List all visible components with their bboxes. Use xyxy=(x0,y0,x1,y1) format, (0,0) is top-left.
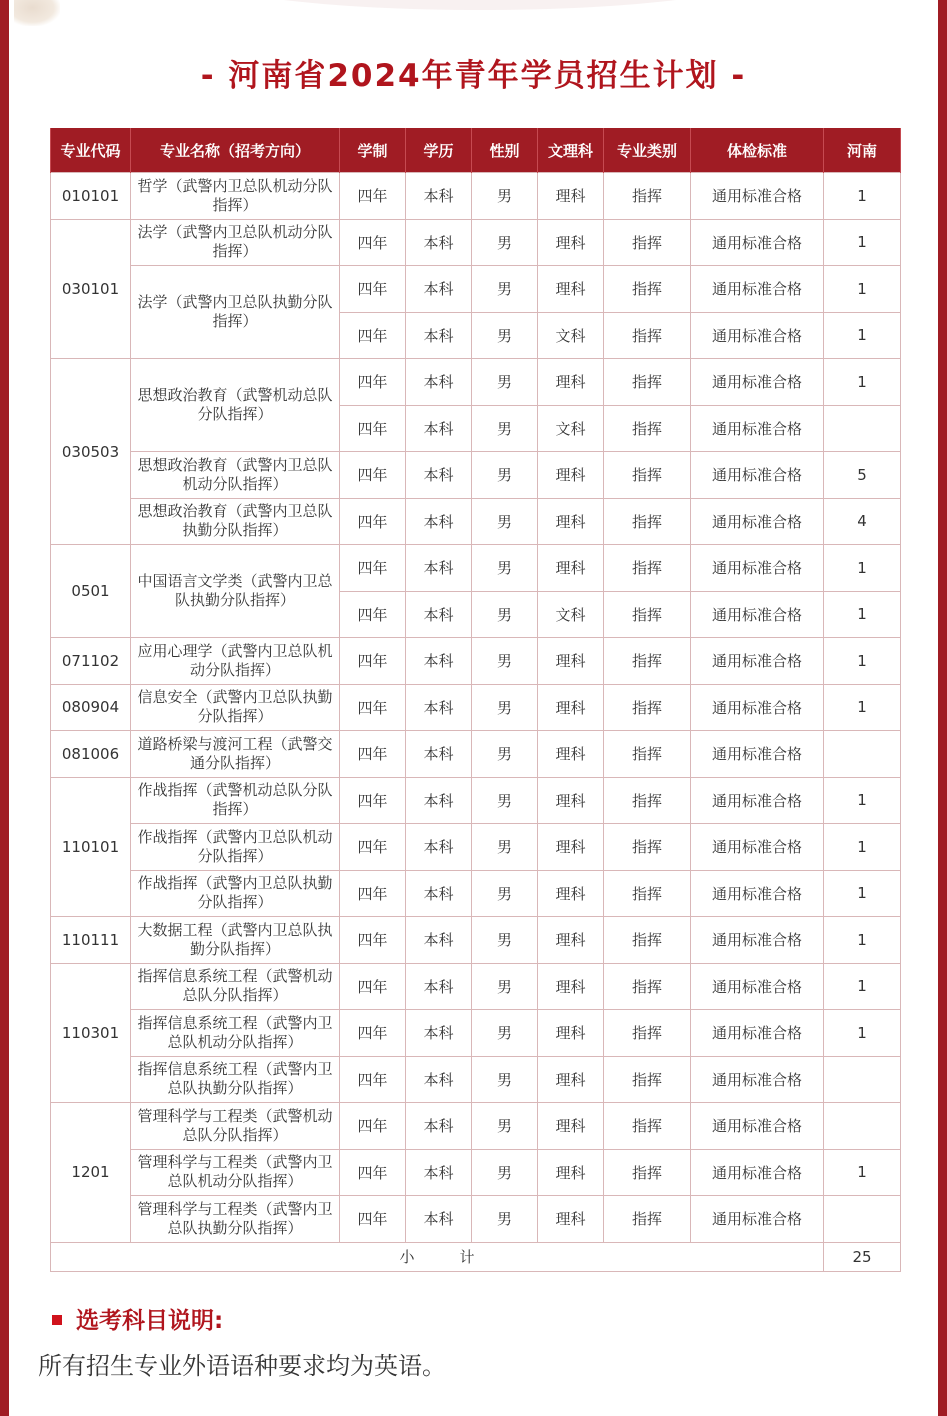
major-code-cell: 110111 xyxy=(51,917,131,964)
column-header: 河南 xyxy=(824,128,901,173)
stream-cell: 理科 xyxy=(538,545,604,592)
stream-cell: 理科 xyxy=(538,359,604,406)
category-cell: 指挥 xyxy=(604,917,691,964)
gender-cell: 男 xyxy=(472,1010,538,1057)
major-name-cell: 道路桥梁与渡河工程（武警交通分队指挥） xyxy=(131,731,340,778)
major-name-cell: 作战指挥（武警内卫总队执勤分队指挥） xyxy=(131,870,340,917)
stream-cell: 理科 xyxy=(538,638,604,685)
gender-cell: 男 xyxy=(472,684,538,731)
gender-cell: 男 xyxy=(472,777,538,824)
gender-cell: 男 xyxy=(472,452,538,499)
note-text: 所有招生专业外语语种要求均为英语。 xyxy=(38,1352,446,1380)
standard-cell: 通用标准合格 xyxy=(691,638,824,685)
henan-quota-cell: 1 xyxy=(824,312,901,359)
category-cell: 指挥 xyxy=(604,684,691,731)
note-section-title xyxy=(52,1302,223,1335)
table-row xyxy=(51,684,901,731)
stream-cell: 文科 xyxy=(538,312,604,359)
degree-cell: 本科 xyxy=(406,824,472,871)
standard-cell: 通用标准合格 xyxy=(691,312,824,359)
major-code-cell: 030503 xyxy=(51,359,131,545)
degree-cell: 本科 xyxy=(406,1196,472,1243)
category-cell: 指挥 xyxy=(604,1149,691,1196)
gender-cell: 男 xyxy=(472,1196,538,1243)
table-row xyxy=(51,1196,901,1243)
standard-cell: 通用标准合格 xyxy=(691,266,824,313)
gender-cell: 男 xyxy=(472,824,538,871)
degree-cell: 本科 xyxy=(406,731,472,778)
column-header: 体检标准 xyxy=(691,128,824,173)
column-header: 性别 xyxy=(472,128,538,173)
standard-cell: 通用标准合格 xyxy=(691,731,824,778)
table-row xyxy=(51,266,901,313)
standard-cell: 通用标准合格 xyxy=(691,917,824,964)
stream-cell: 理科 xyxy=(538,498,604,545)
duration-cell: 四年 xyxy=(340,266,406,313)
category-cell: 指挥 xyxy=(604,731,691,778)
degree-cell: 本科 xyxy=(406,545,472,592)
gender-cell: 男 xyxy=(472,498,538,545)
major-name-cell: 指挥信息系统工程（武警内卫总队机动分队指挥） xyxy=(131,1010,340,1057)
major-code-cell: 110301 xyxy=(51,963,131,1103)
right-border xyxy=(938,0,947,1416)
gender-cell: 男 xyxy=(472,870,538,917)
gender-cell: 男 xyxy=(472,591,538,638)
table-row xyxy=(51,917,901,964)
category-cell: 指挥 xyxy=(604,219,691,266)
henan-quota-cell: 1 xyxy=(824,1149,901,1196)
table-row xyxy=(51,359,901,406)
henan-quota-cell: 1 xyxy=(824,917,901,964)
major-name-cell: 思想政治教育（武警机动总队分队指挥） xyxy=(131,359,340,452)
henan-quota-cell xyxy=(824,731,901,778)
gender-cell: 男 xyxy=(472,173,538,220)
standard-cell: 通用标准合格 xyxy=(691,359,824,406)
stream-cell: 理科 xyxy=(538,219,604,266)
standard-cell: 通用标准合格 xyxy=(691,777,824,824)
major-name-cell: 应用心理学（武警内卫总队机动分队指挥） xyxy=(131,638,340,685)
standard-cell: 通用标准合格 xyxy=(691,1149,824,1196)
stream-cell: 理科 xyxy=(538,266,604,313)
table-row xyxy=(51,1103,901,1150)
henan-quota-cell xyxy=(824,1103,901,1150)
degree-cell: 本科 xyxy=(406,219,472,266)
duration-cell: 四年 xyxy=(340,312,406,359)
category-cell: 指挥 xyxy=(604,266,691,313)
stream-cell: 理科 xyxy=(538,684,604,731)
top-decoration xyxy=(200,0,760,10)
stream-cell: 理科 xyxy=(538,917,604,964)
henan-quota-cell: 1 xyxy=(824,591,901,638)
gender-cell: 男 xyxy=(472,731,538,778)
major-name-cell: 管理科学与工程类（武警机动总队分队指挥） xyxy=(131,1103,340,1150)
henan-quota-cell: 1 xyxy=(824,173,901,220)
stream-cell: 理科 xyxy=(538,452,604,499)
category-cell: 指挥 xyxy=(604,638,691,685)
category-cell: 指挥 xyxy=(604,777,691,824)
henan-quota-cell: 1 xyxy=(824,870,901,917)
degree-cell: 本科 xyxy=(406,312,472,359)
gender-cell: 男 xyxy=(472,638,538,685)
category-cell: 指挥 xyxy=(604,173,691,220)
duration-cell: 四年 xyxy=(340,545,406,592)
major-name-cell: 法学（武警内卫总队执勤分队指挥） xyxy=(131,266,340,359)
degree-cell: 本科 xyxy=(406,1103,472,1150)
degree-cell: 本科 xyxy=(406,777,472,824)
duration-cell: 四年 xyxy=(340,824,406,871)
category-cell: 指挥 xyxy=(604,312,691,359)
standard-cell: 通用标准合格 xyxy=(691,1010,824,1057)
gender-cell: 男 xyxy=(472,359,538,406)
category-cell: 指挥 xyxy=(604,545,691,592)
henan-quota-cell: 1 xyxy=(824,638,901,685)
gender-cell: 男 xyxy=(472,405,538,452)
category-cell: 指挥 xyxy=(604,963,691,1010)
table-row xyxy=(51,824,901,871)
duration-cell: 四年 xyxy=(340,684,406,731)
bullet-square-icon xyxy=(52,1315,62,1325)
left-border xyxy=(0,0,9,1416)
standard-cell: 通用标准合格 xyxy=(691,173,824,220)
duration-cell: 四年 xyxy=(340,917,406,964)
duration-cell: 四年 xyxy=(340,1056,406,1103)
table-header xyxy=(51,128,901,173)
henan-quota-cell xyxy=(824,1196,901,1243)
henan-quota-cell: 1 xyxy=(824,963,901,1010)
standard-cell: 通用标准合格 xyxy=(691,824,824,871)
gender-cell: 男 xyxy=(472,219,538,266)
major-code-cell: 081006 xyxy=(51,731,131,778)
degree-cell: 本科 xyxy=(406,1149,472,1196)
major-code-cell: 1201 xyxy=(51,1103,131,1243)
column-header: 专业代码 xyxy=(51,128,131,173)
duration-cell: 四年 xyxy=(340,219,406,266)
degree-cell: 本科 xyxy=(406,870,472,917)
major-name-cell: 大数据工程（武警内卫总队执勤分队指挥） xyxy=(131,917,340,964)
duration-cell: 四年 xyxy=(340,777,406,824)
henan-quota-cell: 4 xyxy=(824,498,901,545)
gender-cell: 男 xyxy=(472,312,538,359)
subtotal-row xyxy=(51,1242,901,1271)
major-name-cell: 思想政治教育（武警内卫总队执勤分队指挥） xyxy=(131,498,340,545)
stream-cell: 理科 xyxy=(538,1149,604,1196)
stream-cell: 理科 xyxy=(538,824,604,871)
major-name-cell: 法学（武警内卫总队机动分队指挥） xyxy=(131,219,340,266)
table-row xyxy=(51,870,901,917)
degree-cell: 本科 xyxy=(406,452,472,499)
gender-cell: 男 xyxy=(472,266,538,313)
major-code-cell: 080904 xyxy=(51,684,131,731)
table-row xyxy=(51,1149,901,1196)
category-cell: 指挥 xyxy=(604,498,691,545)
henan-quota-cell: 1 xyxy=(824,1010,901,1057)
duration-cell: 四年 xyxy=(340,1196,406,1243)
standard-cell: 通用标准合格 xyxy=(691,219,824,266)
degree-cell: 本科 xyxy=(406,1056,472,1103)
category-cell: 指挥 xyxy=(604,452,691,499)
stream-cell: 文科 xyxy=(538,591,604,638)
duration-cell: 四年 xyxy=(340,1103,406,1150)
henan-quota-cell: 1 xyxy=(824,359,901,406)
enrollment-table xyxy=(50,128,901,1272)
stream-cell: 理科 xyxy=(538,963,604,1010)
table-row xyxy=(51,1010,901,1057)
standard-cell: 通用标准合格 xyxy=(691,498,824,545)
henan-quota-cell: 5 xyxy=(824,452,901,499)
table-row xyxy=(51,173,901,220)
henan-quota-cell: 1 xyxy=(824,684,901,731)
table-row xyxy=(51,1056,901,1103)
table-row xyxy=(51,638,901,685)
degree-cell: 本科 xyxy=(406,173,472,220)
standard-cell: 通用标准合格 xyxy=(691,963,824,1010)
major-name-cell: 指挥信息系统工程（武警内卫总队执勤分队指挥） xyxy=(131,1056,340,1103)
henan-quota-cell: 1 xyxy=(824,777,901,824)
column-header: 文理科 xyxy=(538,128,604,173)
major-name-cell: 管理科学与工程类（武警内卫总队执勤分队指挥） xyxy=(131,1196,340,1243)
major-name-cell: 哲学（武警内卫总队机动分队指挥） xyxy=(131,173,340,220)
table-row xyxy=(51,545,901,592)
duration-cell: 四年 xyxy=(340,638,406,685)
category-cell: 指挥 xyxy=(604,591,691,638)
duration-cell: 四年 xyxy=(340,1010,406,1057)
table-row xyxy=(51,452,901,499)
duration-cell: 四年 xyxy=(340,359,406,406)
major-name-cell: 作战指挥（武警内卫总队机动分队指挥） xyxy=(131,824,340,871)
degree-cell: 本科 xyxy=(406,591,472,638)
duration-cell: 四年 xyxy=(340,963,406,1010)
stream-cell: 理科 xyxy=(538,777,604,824)
major-name-cell: 管理科学与工程类（武警内卫总队机动分队指挥） xyxy=(131,1149,340,1196)
major-name-cell: 思想政治教育（武警内卫总队机动分队指挥） xyxy=(131,452,340,499)
duration-cell: 四年 xyxy=(340,405,406,452)
henan-quota-cell xyxy=(824,1056,901,1103)
major-name-cell: 信息安全（武警内卫总队执勤分队指挥） xyxy=(131,684,340,731)
standard-cell: 通用标准合格 xyxy=(691,545,824,592)
standard-cell: 通用标准合格 xyxy=(691,1103,824,1150)
stream-cell: 理科 xyxy=(538,1103,604,1150)
major-name-cell: 作战指挥（武警机动总队分队指挥） xyxy=(131,777,340,824)
duration-cell: 四年 xyxy=(340,870,406,917)
duration-cell: 四年 xyxy=(340,591,406,638)
degree-cell: 本科 xyxy=(406,917,472,964)
subtotal-value: 25 xyxy=(824,1242,901,1271)
table-row xyxy=(51,219,901,266)
category-cell: 指挥 xyxy=(604,870,691,917)
standard-cell: 通用标准合格 xyxy=(691,591,824,638)
table-row xyxy=(51,963,901,1010)
gender-cell: 男 xyxy=(472,1103,538,1150)
degree-cell: 本科 xyxy=(406,405,472,452)
corner-ornament-icon xyxy=(14,0,60,26)
standard-cell: 通用标准合格 xyxy=(691,452,824,499)
category-cell: 指挥 xyxy=(604,824,691,871)
duration-cell: 四年 xyxy=(340,173,406,220)
henan-quota-cell: 1 xyxy=(824,219,901,266)
category-cell: 指挥 xyxy=(604,359,691,406)
henan-quota-cell: 1 xyxy=(824,824,901,871)
standard-cell: 通用标准合格 xyxy=(691,405,824,452)
category-cell: 指挥 xyxy=(604,1056,691,1103)
duration-cell: 四年 xyxy=(340,498,406,545)
degree-cell: 本科 xyxy=(406,684,472,731)
henan-quota-cell: 1 xyxy=(824,545,901,592)
standard-cell: 通用标准合格 xyxy=(691,1056,824,1103)
category-cell: 指挥 xyxy=(604,405,691,452)
major-code-cell: 0501 xyxy=(51,545,131,638)
standard-cell: 通用标准合格 xyxy=(691,684,824,731)
column-header: 专业名称（招考方向） xyxy=(131,128,340,173)
column-header: 专业类别 xyxy=(604,128,691,173)
stream-cell: 文科 xyxy=(538,405,604,452)
gender-cell: 男 xyxy=(472,545,538,592)
table-row xyxy=(51,731,901,778)
stream-cell: 理科 xyxy=(538,870,604,917)
stream-cell: 理科 xyxy=(538,1196,604,1243)
major-code-cell: 110101 xyxy=(51,777,131,917)
category-cell: 指挥 xyxy=(604,1103,691,1150)
degree-cell: 本科 xyxy=(406,266,472,313)
gender-cell: 男 xyxy=(472,1149,538,1196)
subtotal-label: 小 计 xyxy=(51,1242,824,1271)
table-row xyxy=(51,777,901,824)
major-code-cell: 030101 xyxy=(51,219,131,359)
stream-cell: 理科 xyxy=(538,173,604,220)
table-row xyxy=(51,498,901,545)
standard-cell: 通用标准合格 xyxy=(691,1196,824,1243)
category-cell: 指挥 xyxy=(604,1010,691,1057)
degree-cell: 本科 xyxy=(406,963,472,1010)
duration-cell: 四年 xyxy=(340,1149,406,1196)
table-body xyxy=(51,173,901,1272)
henan-quota-cell xyxy=(824,405,901,452)
degree-cell: 本科 xyxy=(406,1010,472,1057)
stream-cell: 理科 xyxy=(538,731,604,778)
major-name-cell: 中国语言文学类（武警内卫总队执勤分队指挥） xyxy=(131,545,340,638)
category-cell: 指挥 xyxy=(604,1196,691,1243)
gender-cell: 男 xyxy=(472,1056,538,1103)
note-title-text: 选考科目说明: xyxy=(76,1308,224,1334)
major-code-cell: 010101 xyxy=(51,173,131,220)
column-header: 学制 xyxy=(340,128,406,173)
stream-cell: 理科 xyxy=(538,1056,604,1103)
column-header: 学历 xyxy=(406,128,472,173)
header-row xyxy=(51,128,901,173)
standard-cell: 通用标准合格 xyxy=(691,870,824,917)
major-code-cell: 071102 xyxy=(51,638,131,685)
gender-cell: 男 xyxy=(472,963,538,1010)
degree-cell: 本科 xyxy=(406,638,472,685)
page-title: - 河南省2024年青年学员招生计划 - xyxy=(200,58,747,94)
major-name-cell: 指挥信息系统工程（武警机动总队分队指挥） xyxy=(131,963,340,1010)
duration-cell: 四年 xyxy=(340,731,406,778)
stream-cell: 理科 xyxy=(538,1010,604,1057)
henan-quota-cell: 1 xyxy=(824,266,901,313)
duration-cell: 四年 xyxy=(340,452,406,499)
degree-cell: 本科 xyxy=(406,359,472,406)
gender-cell: 男 xyxy=(472,917,538,964)
degree-cell: 本科 xyxy=(406,498,472,545)
